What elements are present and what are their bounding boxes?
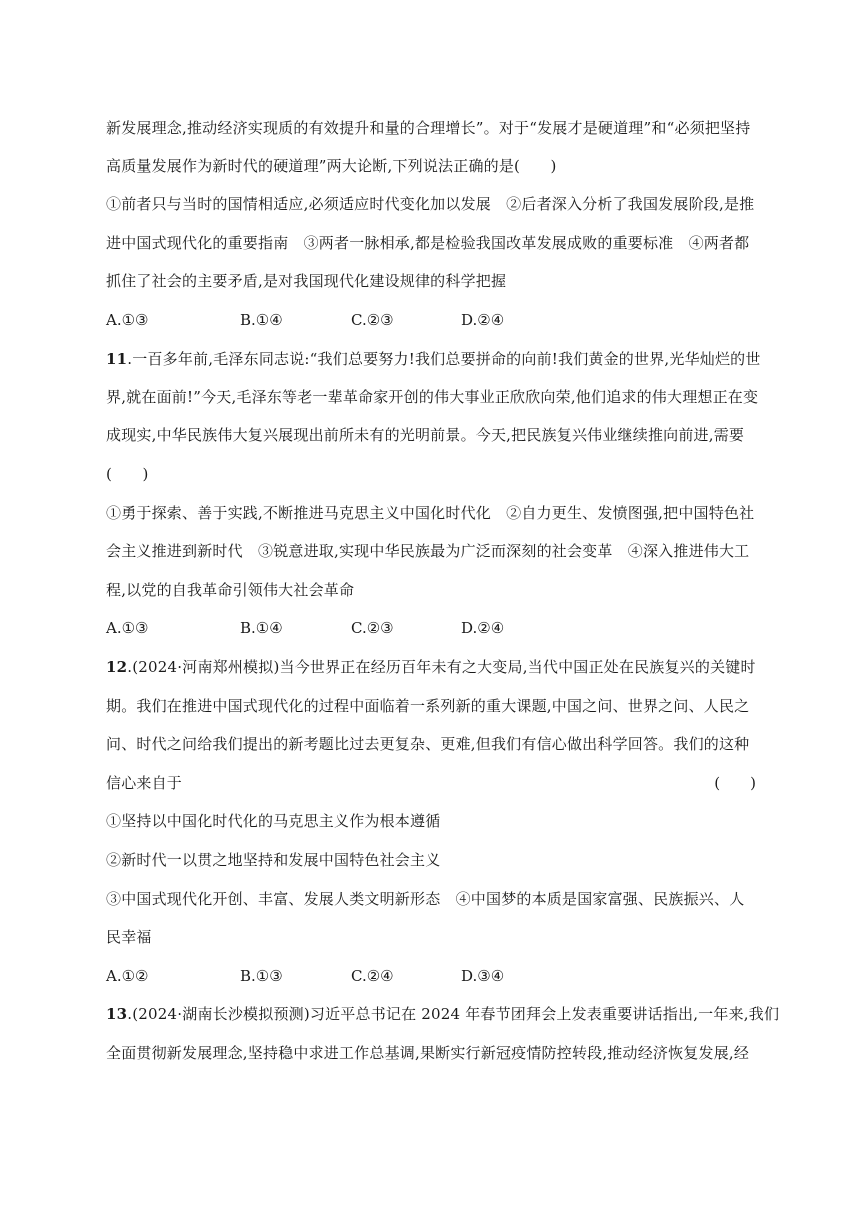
q12-text-line-1-body: .(2024·河南郑州模拟)当今世界正在经历百年未有之大变局,当代中国正处在民族复兴的关键时 bbox=[127, 658, 756, 676]
q12-text-line-3: 问、时代之问给我们提出的新考题比过去更复杂、更难,但我们有信心做出科学回答。我们的这种 bbox=[106, 735, 750, 753]
q11-option-a[interactable]: A.①③ bbox=[106, 619, 149, 637]
q11-text-line-2: 界,就在面前!”今天,毛泽东等老一辈革命家开创的伟大事业正欣欣向荣,他们追求的伟大理想正在变 bbox=[106, 388, 759, 406]
q10-text-line-2: 高质量发展作为新时代的硬道理”两大论断,下列说法正确的是( ) bbox=[106, 157, 557, 175]
q13-number: 13 bbox=[106, 1005, 128, 1023]
q12-number: 12 bbox=[106, 658, 128, 676]
q12-option-d[interactable]: D.③④ bbox=[461, 967, 505, 985]
q10-statement-line-3: 抓住了社会的主要矛盾,是对我国现代化建设规律的科学把握 bbox=[106, 272, 507, 290]
q11-option-b[interactable]: B.①④ bbox=[240, 619, 283, 637]
q12-text-line-2: 期。我们在推进中国式现代化的过程中面临着一系列新的重大课题,中国之问、世界之问、人民之 bbox=[106, 697, 750, 715]
q12-text-line-4: 信心来自于 bbox=[106, 774, 183, 792]
q12-option-b[interactable]: B.①③ bbox=[240, 967, 283, 985]
q11-text-line-1 bbox=[106, 349, 761, 369]
q12-statement-line-3: ③中国式现代化开创、丰富、发展人类文明新形态 ④中国梦的本质是国家富强、民族振兴、人 bbox=[106, 890, 745, 908]
q11-number: 11 bbox=[106, 350, 128, 368]
q12-statement-line-1: ①坚持以中国化时代化的马克思主义作为根本遵循 bbox=[106, 812, 441, 830]
q10-option-b[interactable]: B.①④ bbox=[240, 311, 283, 329]
q11-text-line-1-body: .一百多年前,毛泽东同志说:“我们总要努力!我们总要拼命的向前!我们黄金的世界,光华灿烂的世 bbox=[127, 350, 761, 368]
q13-text-line-1-body: .(2024·湖南长沙模拟预测)习近平总书记在 2024 年春节团拜会上发表重要讲话指出,一年来,我们 bbox=[127, 1005, 780, 1023]
q11-statement-line-2: 会主义推进到新时代 ③锐意进取,实现中华民族最为广泛而深刻的社会变革 ④深入推进伟大工 bbox=[106, 542, 750, 560]
q12-text-line-1 bbox=[106, 657, 756, 677]
q12-answer-bracket: ( ) bbox=[714, 774, 756, 792]
q10-option-a[interactable]: A.①③ bbox=[106, 311, 149, 329]
q10-option-d[interactable]: D.②④ bbox=[461, 311, 505, 329]
q13-text-line-2: 全面贯彻新发展理念,坚持稳中求进工作总基调,果断实行新冠疫情防控转段,推动经济恢复发展,经 bbox=[106, 1044, 750, 1062]
q10-option-c[interactable]: C.②③ bbox=[351, 311, 394, 329]
q12-option-c[interactable]: C.②④ bbox=[351, 967, 394, 985]
q11-statement-line-3: 程,以党的自我革命引领伟大社会革命 bbox=[106, 581, 355, 599]
q11-option-c[interactable]: C.②③ bbox=[351, 619, 394, 637]
q11-statement-line-1: ①勇于探索、善于实践,不断推进马克思主义中国化时代化 ②自力更生、发愤图强,把中国特色社 bbox=[106, 504, 755, 522]
q13-text-line-1 bbox=[106, 1004, 779, 1024]
q11-answer-bracket: ( ) bbox=[106, 465, 149, 483]
q10-statement-line-1: ①前者只与当时的国情相适应,必须适应时代变化加以发展 ②后者深入分析了我国发展阶段,是推 bbox=[106, 195, 755, 213]
q10-statement-line-2: 进中国式现代化的重要指南 ③两者一脉相承,都是检验我国改革发展成败的重要标准 ④两者都 bbox=[106, 234, 750, 252]
q10-text-line-1: 新发展理念,推动经济实现质的有效提升和量的合理增长”。对于“发展才是硬道理”和“必须把坚持 bbox=[106, 119, 751, 137]
q12-option-a[interactable]: A.①② bbox=[106, 967, 149, 985]
q12-statement-line-4: 民幸福 bbox=[106, 928, 152, 946]
q12-statement-line-2: ②新时代一以贯之地坚持和发展中国特色社会主义 bbox=[106, 851, 441, 869]
q11-text-line-3: 成现实,中华民族伟大复兴展现出前所未有的光明前景。今天,把民族复兴伟业继续推向前进,需要 bbox=[106, 426, 745, 444]
q11-option-d[interactable]: D.②④ bbox=[461, 619, 505, 637]
